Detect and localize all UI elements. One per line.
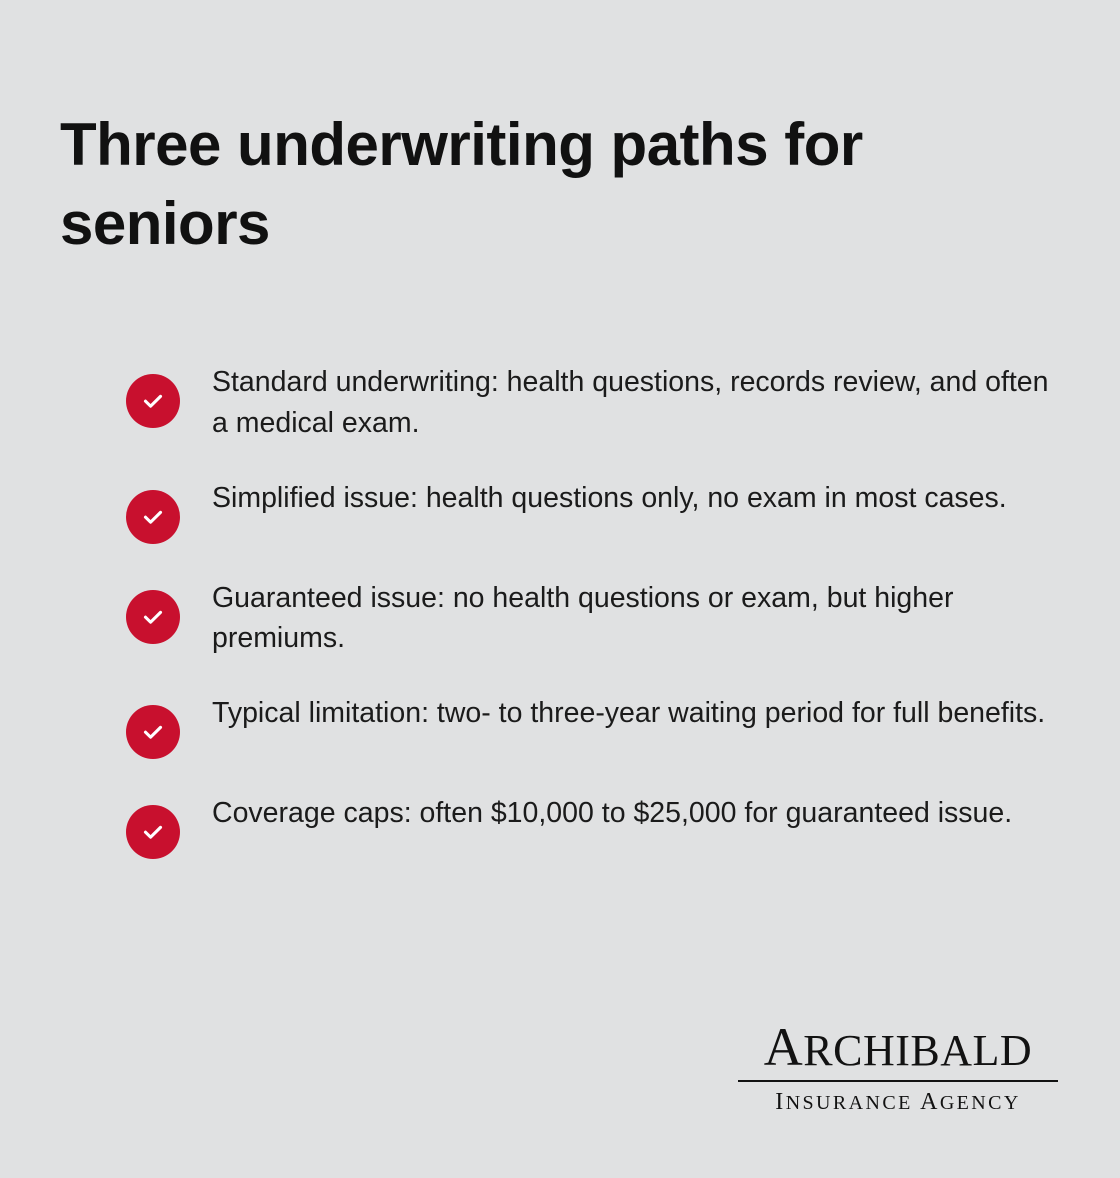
list-item-text: Typical limitation: two- to three-year waiting period for full benefits. [212, 697, 1046, 729]
tagline-rest: NSURANCE [785, 1092, 921, 1114]
list-item [126, 693, 1066, 759]
check-icon [126, 490, 180, 544]
logo-divider [738, 1080, 1058, 1082]
list-item-text: Guaranteed issue: no health questions or exam, but higher premiums. [212, 581, 954, 655]
list-item-text: Simplified issue: health questions only, no exam in most cases. [212, 481, 1007, 514]
tagline-tail: GENCY [939, 1092, 1021, 1114]
list-item [126, 478, 1066, 544]
check-icon [126, 805, 180, 859]
list-item [126, 578, 1066, 660]
brand-name [738, 1019, 1058, 1076]
brand-name-initial: A [763, 1017, 804, 1078]
tagline-initial: I [775, 1089, 786, 1115]
check-icon [126, 705, 180, 759]
brand-name-rest: RCHIBALD [803, 1026, 1033, 1076]
list-item-text: Standard underwriting: health questions, records review, and often a medical exam. [212, 366, 1049, 439]
page-title: Three underwriting paths for seniors [60, 111, 863, 258]
list-item-text: Coverage caps: often $10,000 to $25,000 for guaranteed issue. [212, 797, 1013, 829]
brand-logo [738, 1019, 1058, 1116]
check-icon [126, 374, 180, 428]
bullet-list [126, 362, 1066, 893]
tagline-second-initial: A [920, 1089, 940, 1115]
check-icon [126, 590, 180, 644]
list-item [126, 793, 1066, 859]
brand-tagline [738, 1089, 1058, 1116]
list-item [126, 362, 1066, 444]
